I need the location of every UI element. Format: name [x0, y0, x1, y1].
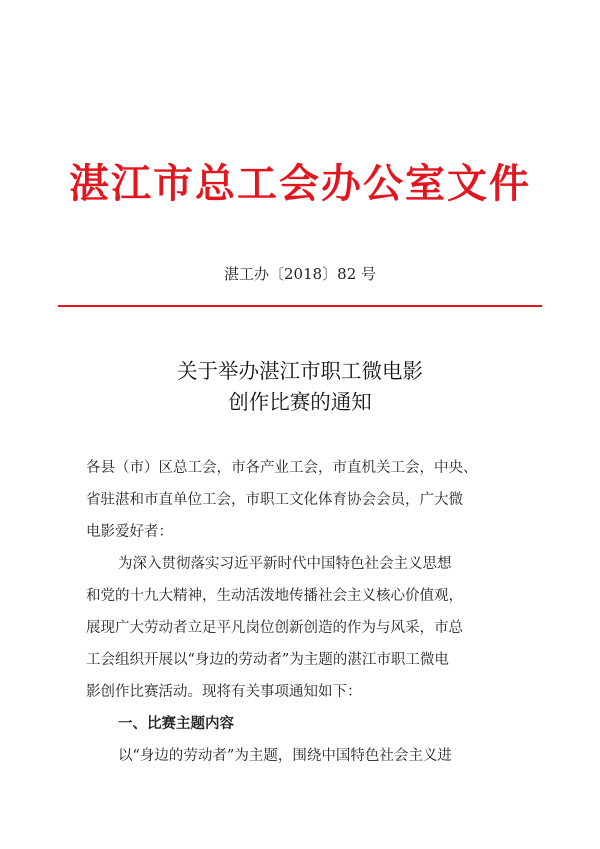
addressee-line: 电影爱好者：	[86, 524, 173, 540]
notice-body	[86, 452, 526, 772]
intro-paragraph-line: 和党的十九大精神，生动活泼地传播社会主义核心价值观，	[86, 588, 463, 604]
intro-paragraph-line: 影创作比赛活动。现将有关事项通知如下：	[86, 684, 362, 700]
intro-paragraph-line: 展现广大劳动者立足平凡岗位创新创造的作为与风采，市总	[86, 620, 463, 636]
document-header-title: 湛江市总工会办公室文件	[69, 160, 531, 207]
intro-paragraph-line: 工会组织开展以“身边的劳动者”为主题的湛江市职工微电	[86, 652, 449, 668]
section-paragraph-line: 以“身边的劳动者”为主题，围绕中国特色社会主义进	[118, 748, 452, 764]
addressee-line: 各县（市）区总工会，市各产业工会，市直机关工会，中央、	[86, 460, 478, 476]
intro-paragraph-line: 为深入贯彻落实习近平新时代中国特色社会主义思想	[118, 556, 452, 572]
document-number: 湛工办〔2018〕82 号	[223, 265, 377, 283]
notice-title	[0, 356, 600, 418]
notice-title-line-1: 关于举办湛江市职工微电影	[177, 359, 423, 383]
addressee-line: 省驻湛和市直单位工会，市职工文化体育协会会员，广大微	[86, 492, 463, 508]
section-heading: 一、比赛主题内容	[118, 715, 234, 732]
notice-title-line-2: 创作比赛的通知	[228, 390, 372, 414]
red-divider-line	[58, 305, 542, 307]
